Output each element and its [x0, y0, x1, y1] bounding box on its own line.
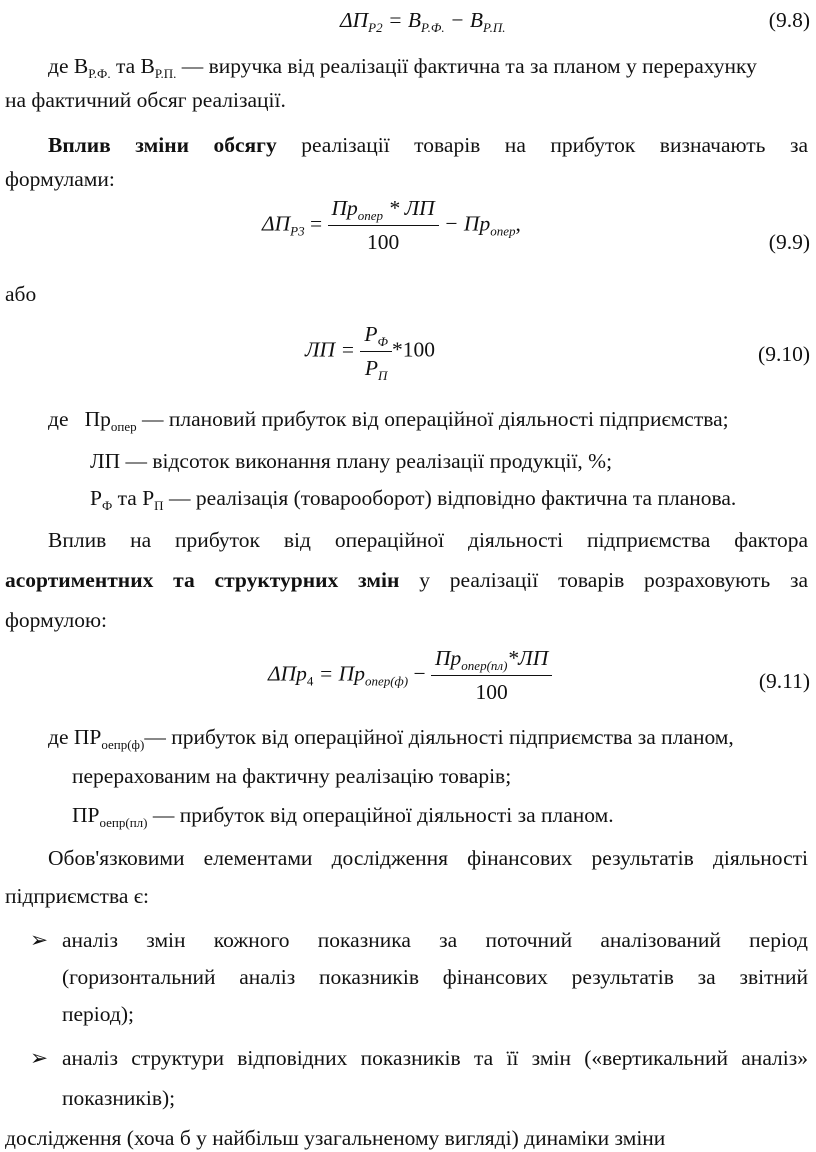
paragraph-line: формулами:: [5, 167, 115, 191]
paragraph-line: формулою:: [5, 608, 108, 632]
paragraph-line: підприємства є:: [5, 884, 149, 908]
paragraph-line: Вплив на прибуток від операційної діяльності підприємства фактора: [48, 528, 808, 552]
definition-line: де $ПР_{оепр(ф)}—$ прибуток від операційної діяльності підприємства за планом,: [48, 725, 734, 752]
bullet-line: аналіз структури відповідних показників та її змін («вертикальний аналіз»: [62, 1046, 808, 1070]
equation-number: (9.8): [768, 8, 810, 32]
paragraph-line: на фактичний обсяг реалізації.: [5, 88, 286, 112]
bullet-line: показників);: [62, 1086, 176, 1110]
definition-line: ЛП — відсоток виконання плану реалізації продукції, %;: [90, 449, 613, 473]
paragraph-line: дослідження (хоча б у найбільш узагальненому вигляді) динаміки зміни: [5, 1126, 666, 1150]
formula-9-8: $\Delta П_{Р2} = В_{Р.Ф.} - В_{Р.П.}$: [340, 8, 506, 35]
formula-9-9: $\Delta П_{Р3}$ = $\frac{Пр_{опер} * ЛП}{100}$ − $Пр_{опер}$,: [262, 196, 521, 254]
definition-line: $ПР_{оепр(пл)}$ — прибуток від операційної діяльності за планом.: [72, 803, 614, 830]
equation-number: (9.9): [768, 230, 810, 254]
formula-9-11: $\Delta Пр_4 = Пр_{опер(ф)}$ − $\frac{Пр_{опер(пл)}*ЛП}{100}$: [268, 646, 552, 705]
paragraph-line: Обов'язковими елементами дослідження фінансових результатів діяльності: [48, 846, 808, 870]
bullet-line: (горизонтальний аналіз показників фінансових результатів за звітний: [62, 965, 808, 989]
paragraph-line: Вплив зміни обсягу реалізації товарів на прибуток визначають за: [48, 133, 808, 157]
definition-line: де $Пр_{опер}$ — плановий прибуток від операційної діяльності підприємства;: [48, 407, 729, 434]
definition-line: перерахованим на фактичну реалізацію товарів;: [72, 764, 512, 788]
paragraph-line: де $В_{Р.Ф.}$ та $В_{Р.П.}$ — виручка від реалізації фактична та за планом у перерахунку: [48, 54, 757, 81]
formula-9-10: ЛП = $\frac{Р_Ф}{Р_П}$ *100: [305, 322, 435, 383]
bullet-line: аналіз змін кожного показника за поточний аналізований період: [62, 928, 808, 952]
paragraph-line: або: [5, 282, 37, 306]
equation-number: (9.10): [758, 342, 810, 366]
paragraph-line: асортиментних та структурних змін у реалізації товарів розраховують за: [5, 568, 808, 592]
equation-number: (9.11): [758, 669, 810, 693]
definition-line: $Р_Ф$ та $Р_П$ — реалізація (товарооборот) відповідно фактична та планова.: [90, 486, 737, 513]
bullet-arrow-icon: ➢: [30, 1046, 49, 1070]
bullet-arrow-icon: ➢: [30, 928, 49, 952]
bullet-line: період);: [62, 1002, 134, 1026]
